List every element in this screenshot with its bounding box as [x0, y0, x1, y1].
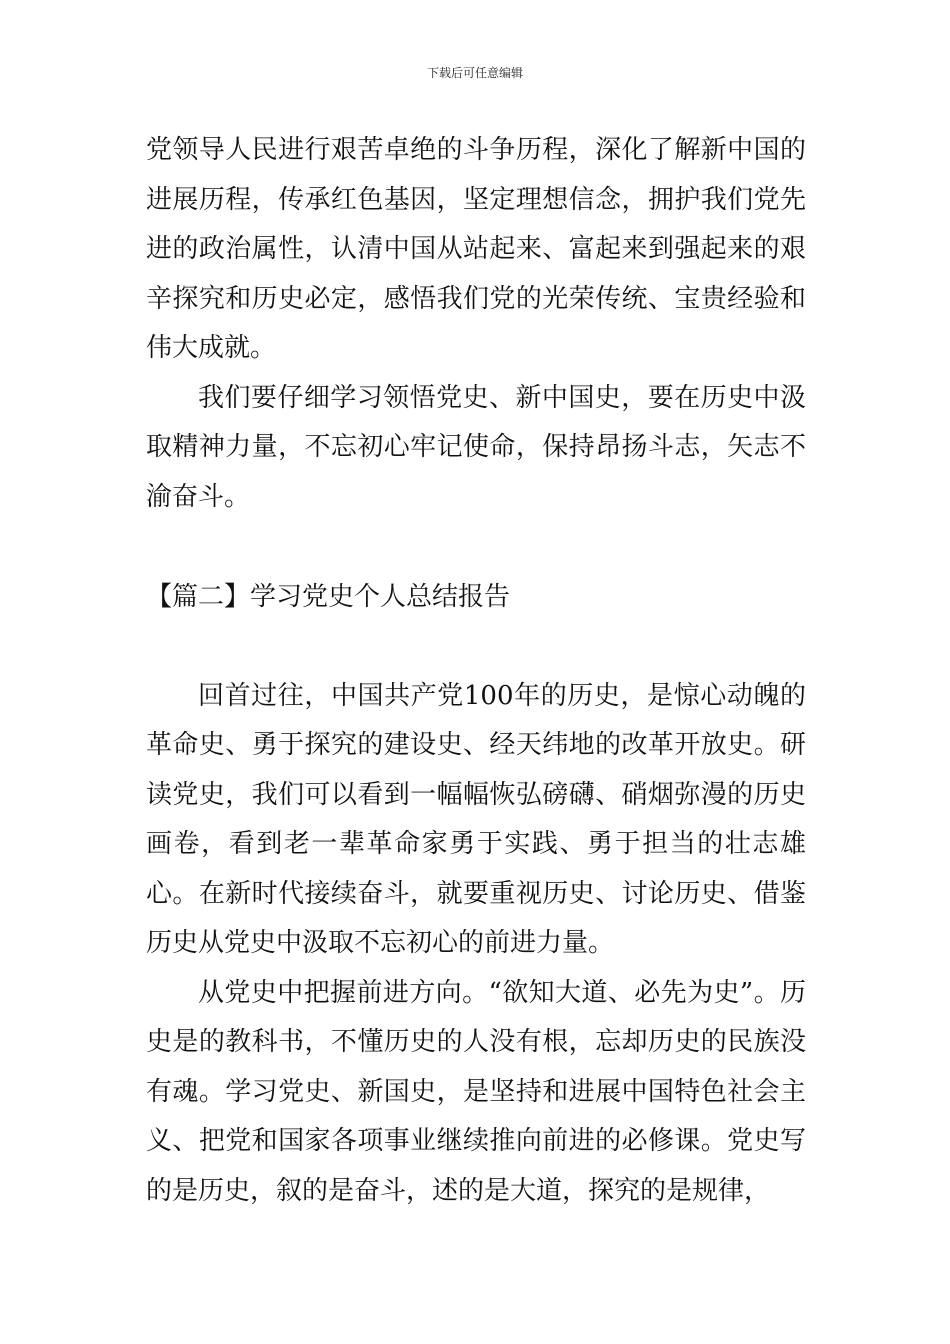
section-heading: 【篇二】学习党史个人总结报告: [146, 582, 511, 612]
paragraph-continuation: 党领导人民进行艰苦卓绝的斗争历程，深化了解新中国的进展历程，传承红色基因，坚定理想信念，拥护我们党先进的政治属性，认清中国从站起来、富起来到强起来的艰辛探究和历史必定，感悟我们党的光荣传统、宝贵经验和伟大成就。: [146, 135, 806, 363]
document-body: [146, 126, 806, 1216]
paragraph-study-resolution: 我们要仔细学习领悟党史、新中国史，要在历史中汲取精神力量，不忘初心牢记使命，保持昂扬斗志，矢志不渝奋斗。: [146, 382, 806, 512]
paragraph-direction: 从党史中把握前进方向。“欲知大道、必先为史”。历史是的教科书，不懂历史的人没有根，忘却历史的民族没有魂。学习党史、新国史，是坚持和进展中国特色社会主义、把党和国家各项事业继续推向前进的必修课。党史写的是历史，叙的是奋斗，述的是大道，探究的是规律，: [146, 977, 806, 1206]
paragraph-review-history: 回首过往，中国共产党100年的历史，是惊心动魄的革命史、勇于探究的建设史、经天纬地的改革开放史。研读党史，我们可以看到一幅幅恢弘磅礴、硝烟弥漫的历史画卷，看到老一辈革命家勇于实践、勇于担当的壮志雄心。在新时代接续奋斗，就要重视历史、讨论历史、借鉴历史从党史中汲取不忘初心的前进力量。: [146, 680, 806, 958]
page-header-note: 下载后可任意编辑: [426, 66, 523, 80]
